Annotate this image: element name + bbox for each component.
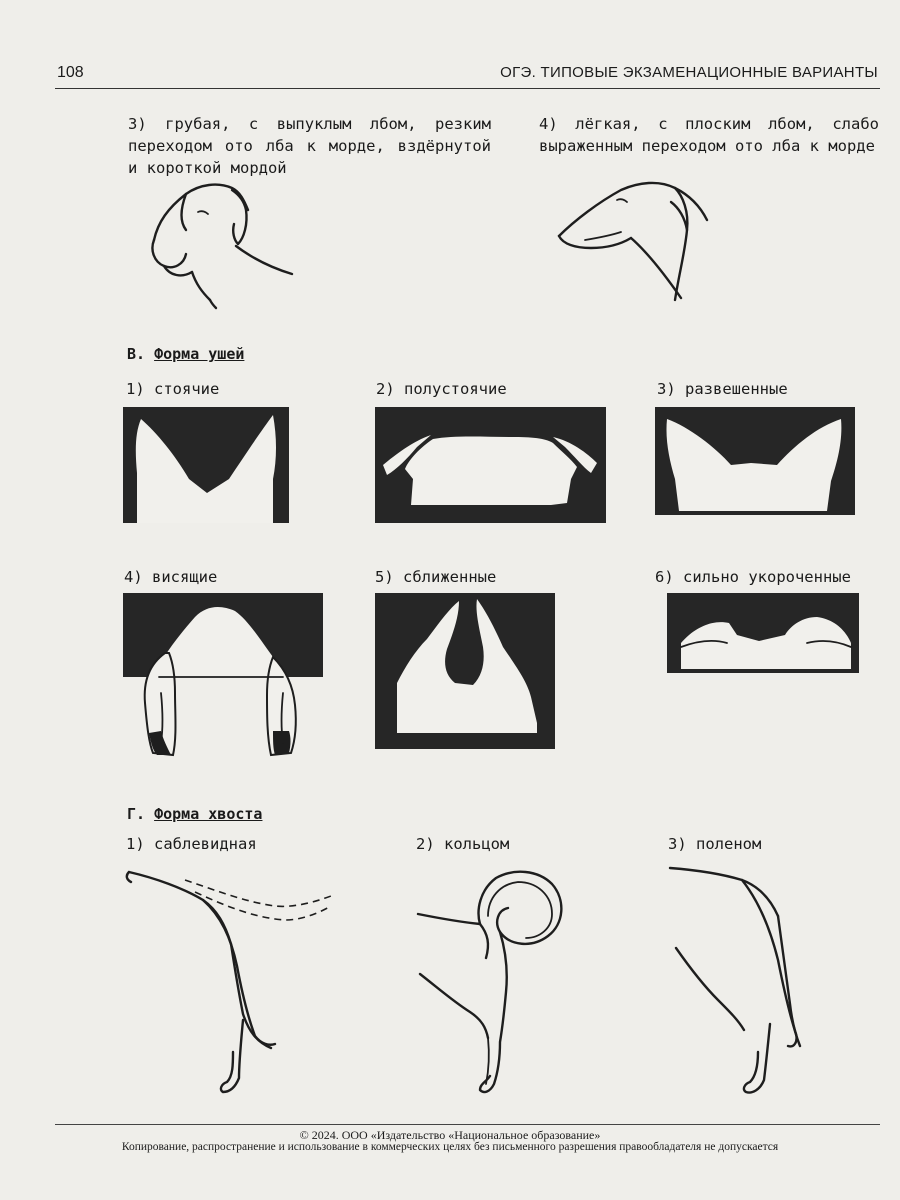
light-dog-head-illustration: [555, 178, 725, 308]
tail-caption-1: 1) саблевидная: [126, 835, 257, 853]
running-header-title: ОГЭ. ТИПОВЫЕ ЭКЗАМЕНАЦИОННЫЕ ВАРИАНТЫ: [500, 64, 878, 81]
tail-section-letter: Г.: [127, 805, 146, 823]
tail-section-title: Форма хвоста: [154, 805, 263, 823]
cropped-ears-illustration: [667, 593, 859, 673]
footer-divider: [55, 1124, 880, 1125]
ears-section-heading: [127, 345, 244, 363]
ear-caption-5: 5) сближенные: [375, 568, 497, 586]
semi-erect-ears-illustration: [375, 407, 606, 523]
ear-caption-2: 2) полустоячие: [376, 380, 507, 398]
page-number: 108: [57, 64, 84, 81]
ear-caption-3: 3) развешенные: [657, 380, 788, 398]
spread-ears-illustration: [655, 407, 855, 515]
ears-section-title: Форма ушей: [154, 345, 245, 363]
option-4-light-head: [539, 113, 879, 157]
tail-caption-3: 3) поленом: [668, 835, 762, 853]
ring-tail-illustration: [414, 862, 594, 1106]
log-tail-illustration: [666, 864, 816, 1110]
ear-caption-4: 4) висящие: [124, 568, 218, 586]
header-divider: [55, 88, 880, 89]
tail-caption-2: 2) кольцом: [416, 835, 510, 853]
saber-tail-illustration: [125, 866, 345, 1106]
ear-caption-6: 6) сильно укороченные: [655, 568, 851, 586]
tail-section-heading: [127, 805, 262, 823]
heavy-dog-head-illustration: [140, 180, 310, 310]
option-3-text: 3) грубая, с выпуклым лбом, резким переходом ото лба к морде, вздёрнутой и короткой мордой: [128, 115, 491, 177]
erect-ears-illustration: [123, 407, 289, 523]
ear-caption-1: 1) стоячие: [126, 380, 220, 398]
footer-copyright: © 2024. ООО «Издательство «Национальное образование»: [299, 1128, 601, 1142]
footer-notice: Копирование, распространение и использование в коммерческих целях без письменного разрешения правообладателя не допускается: [121, 1141, 779, 1153]
hanging-ears-illustration: [123, 593, 323, 763]
close-set-ears-illustration: [375, 593, 555, 749]
option-4-text: 4) лёгкая, с плоским лбом, слабо выраженным переходом ото лба к морде: [539, 115, 879, 155]
option-3-heavy-head: [128, 113, 491, 179]
ears-section-letter: В.: [127, 345, 146, 363]
